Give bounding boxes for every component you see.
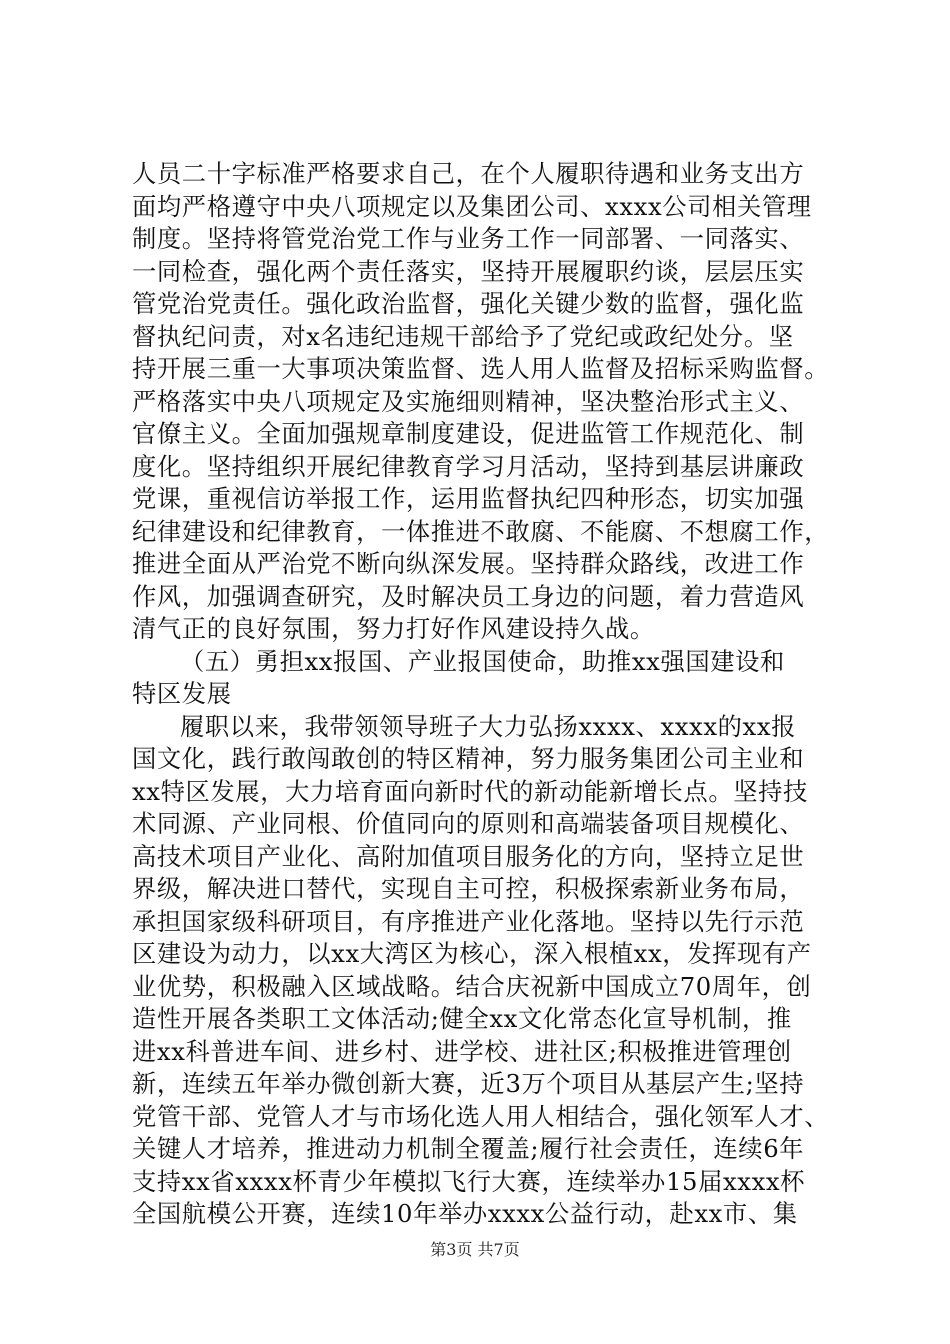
text-line: 清气正的良好氛围，努力打好作风建设持久战。	[132, 614, 655, 643]
text-line: 承担国家级科研项目，有序推进产业化落地。坚持以先行示范	[132, 906, 805, 936]
text-line: 支持xx省xxxx杯青少年模拟飞行大赛，连续举办15届xxxx杯	[132, 1166, 806, 1196]
text-line: 持开展三重一大事项决策监督、选人用人监督及招标采购监督。	[132, 354, 830, 383]
text-line: 进xx科普进车间、进乡村、进学校、进社区;积极推进管理创	[132, 1036, 792, 1066]
text-line: xx特区发展，大力培育面向新时代的新动能新增长点。坚持技	[132, 776, 808, 806]
text-line: 推进全面从严治党不断向纵深发展。坚持群众路线，改进工作	[132, 549, 805, 578]
text-line: 高技术项目产业化、高附加值项目服务化的方向，坚持立足世	[132, 841, 805, 871]
text-line: 人员二十字标准严格要求自己，在个人履职待遇和业务支出方	[132, 159, 805, 188]
text-line: 履职以来，我带领领导班子大力弘扬xxxx、xxxx的xx报	[180, 711, 797, 741]
text-line: 新，连续五年举办微创新大赛，近3万个项目从基层产生;坚持	[132, 1069, 805, 1098]
text-line: 党管干部、党管人才与市场化选人用人相结合，强化领军人才、	[132, 1101, 830, 1131]
text-line: 管党治党责任。强化政治监督，强化关键少数的监督，强化监	[132, 289, 805, 318]
text-line: 关键人才培养，推进动力机制全覆盖;履行社会责任，连续6年	[132, 1134, 805, 1163]
text-line: 业优势，积极融入区域战略。结合庆祝新中国成立70周年，创	[132, 971, 812, 1001]
text-line: 官僚主义。全面加强规章制度建设，促进监管工作规范化、制	[132, 419, 805, 448]
text-line: 区建设为动力，以xx大湾区为核心，深入根植xx，发挥现有产	[132, 939, 812, 968]
text-line: 党课，重视信访举报工作，运用监督执纪四种形态，切实加强	[132, 484, 805, 513]
text-line: 度化。坚持组织开展纪律教育学习月活动，坚持到基层讲廉政	[132, 451, 805, 481]
body-text	[132, 158, 832, 1231]
text-line: 全国航模公开赛，连续10年举办xxxx公益行动，赴xx市、集	[132, 1199, 798, 1228]
text-line: 纪律建设和纪律教育，一体推进不敢腐、不能腐、不想腐工作，	[132, 516, 830, 546]
section-heading: （五）勇担xx报国、产业报国使命，助推xx强国建设和	[180, 646, 785, 676]
section-heading-continued: 特区发展	[132, 679, 232, 708]
text-line: 严格落实中央八项规定及实施细则精神，坚决整治形式主义、	[132, 386, 805, 416]
text-line: 面均严格遵守中央八项规定以及集团公司、xxxx公司相关管理	[132, 191, 812, 221]
text-line: 督执纪问责，对x名违纪违规干部给予了党纪或政纪处分。坚	[132, 321, 794, 351]
text-line: 术同源、产业同根、价值同向的原则和高端装备项目规模化、	[132, 809, 805, 838]
text-line: 作风，加强调查研究，及时解决员工身边的问题，着力营造风	[132, 581, 805, 611]
page-number-footer: 第3页 共7页	[430, 1240, 520, 1259]
text-line: 一同检查，强化两个责任落实，坚持开展履职约谈，层层压实	[132, 256, 805, 286]
text-line: 制度。坚持将管党治党工作与业务工作一同部署、一同落实、	[132, 224, 805, 253]
text-line: 造性开展各类职工文体活动;健全xx文化常态化宣导机制，推	[132, 1004, 792, 1033]
text-line: 界级，解决进口替代，实现自主可控，积极探索新业务布局，	[132, 874, 805, 903]
text-line: 国文化，践行敢闯敢创的特区精神，努力服务集团公司主业和	[132, 744, 805, 773]
